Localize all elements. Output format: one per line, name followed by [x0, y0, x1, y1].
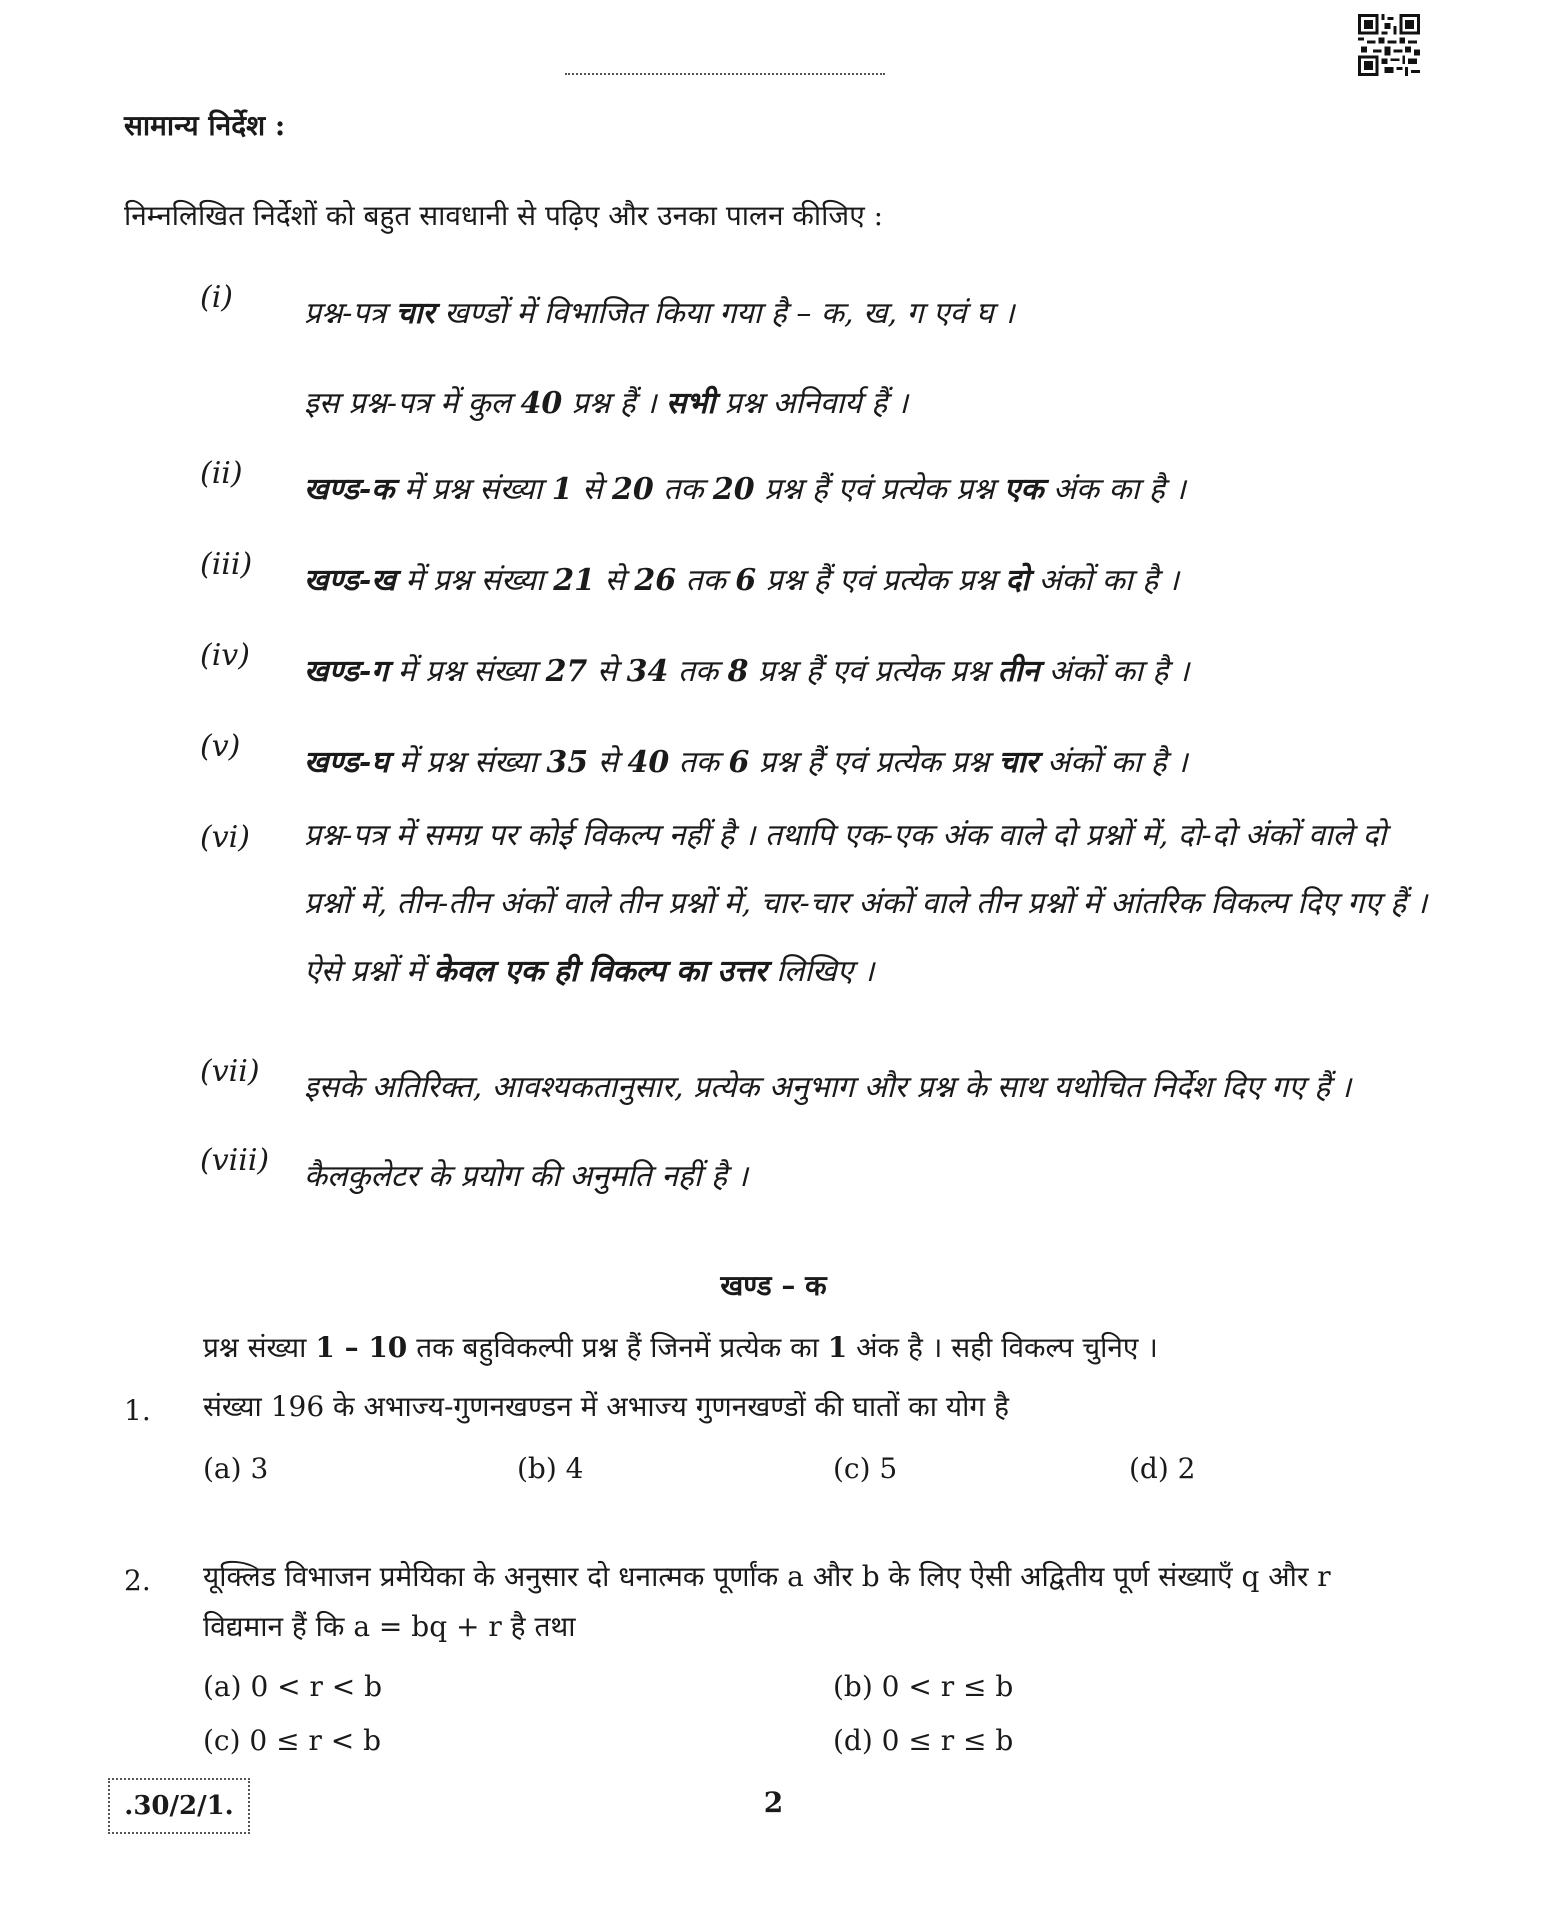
- instruction-number: (v): [200, 729, 241, 764]
- instruction-number: (iii): [200, 547, 253, 582]
- question-text: यूक्लिड विभाजन प्रमेयिका के अनुसार दो धनात्मक पूर्णांक a और b के लिए ऐसी अद्वितीय पूर्ण संख्याएँ q और r विद्यमान हैं कि a = bq + r है तथा: [203, 1560, 1331, 1643]
- instruction-number: (viii): [200, 1143, 270, 1178]
- option-a: (a) 0 < r < b: [203, 1670, 383, 1703]
- instruction-line: प्रश्न-पत्र चार खण्डों में विभाजित किया गया है – क, ख, ग एवं घ ।: [304, 296, 1015, 331]
- instruction-number: (iv): [200, 638, 250, 673]
- section-note: प्रश्न संख्या 1 – 10 तक बहुविकल्पी प्रश्न हैं जिनमें प्रत्येक का 1 अंक है । सही विकल्प चुनिए ।: [203, 1331, 1158, 1364]
- option-b: (b) 0 < r ≤ b: [833, 1670, 1014, 1703]
- option-c: (c) 5: [833, 1452, 898, 1485]
- instruction-number: (vii): [200, 1054, 260, 1089]
- option-c: (c) 0 ≤ r < b: [203, 1724, 382, 1757]
- option-d: (d) 0 ≤ r ≤ b: [833, 1724, 1014, 1757]
- section-title: खण्ड – क: [720, 1269, 827, 1302]
- question-number: 1.: [124, 1394, 151, 1427]
- instruction-number: (vi): [200, 820, 250, 855]
- general-instructions-heading: सामान्य निर्देश :: [124, 109, 286, 142]
- intro-text: निम्नलिखित निर्देशों को बहुत सावधानी से पढ़िए और उनका पालन कीजिए :: [124, 199, 884, 232]
- qr-code-icon: [1358, 14, 1420, 76]
- option-a: (a) 3: [203, 1452, 269, 1485]
- question-number: 2.: [124, 1564, 151, 1597]
- instruction-line: इस प्रश्न-पत्र में कुल 40 प्रश्न हैं । सभी प्रश्न अनिवार्य हैं ।: [304, 386, 909, 421]
- page-number: 2: [763, 1786, 784, 1819]
- question-text: संख्या 196 के अभाज्य-गुणनखण्डन में अभाज्य गुणनखण्डों की घातों का योग है: [203, 1390, 1009, 1423]
- instruction-number: (ii): [200, 456, 243, 491]
- exam-page: सामान्य निर्देश : निम्नलिखित निर्देशों को बहुत सावधानी से पढ़िए और उनका पालन कीजिए : (i) प्रश्न-पत्र चार खण्डों में विभाजित किया गया है – क, ख, ग एवं घ । इस प्रश्न-पत्र में कुल 40 प्रश्न हैं । सभी प्रश्न अनिवार्य हैं । (ii) खण्ड-क में प्रश्न संख्या 1 से 20 तक 20 प्रश्न हैं एवं प्रत्येक प्रश्न एक अंक का है । (iii) खण्ड-ख में प्रश्न संख्या 21 से 26 तक 6 प्रश्न हैं एवं प्रत्येक प्रश्न दो अंकों का है । (iv) खण्ड-ग में प्रश्न संख्या 27 से 34 तक 8 प्रश्न हैं एवं प्रत्येक प्रश्न तीन अंकों का है । (v) खण्ड-घ में प्रश्न संख्या 35 से 40 तक 6 प्रश्न हैं एवं प्रत्येक प्रश्न चार अंकों का है । (vi) प्रश्न-पत्र में समग्र पर कोई विकल्प नहीं है । तथापि एक-एक अंक वाले दो प्रश्नों में, दो-दो अंकों वाले दो प्रश्नों में, तीन-तीन अंकों वाले तीन प्रश्नों में, चार-चार अंकों वाले तीन प्रश्नों में आंतरिक विकल्प दिए गए हैं । ऐसे प्रश्नों में केवल एक ही विकल्प का उत्तर लिखिए । (vii) इसके अतिरिक्त, आवश्यकतानुसार, प्रत्येक अनुभाग और प्रश्न के साथ यथोचित निर्देश दिए गए हैं । (viii) कैलकुलेटर के प्रयोग की अनुमति नहीं है । खण्ड – क प्रश्न संख्या 1 – 10 तक बहुविकल्पी प्रश्न हैं जिनमें प्रत्येक का 1 अंक है । सही विकल्प चुनिए । 1. संख्या 196 के अभाज्य-गुणनखण्डन में अभाज्य गुणनखण्डों की घातों का योग है (a) 3 (b) 4 (c) 5 (d) 2 2. यूक्लिड विभाजन प्रमेयिका के अनुसार दो धनात्मक पूर्णांक a और b के लिए ऐसी अद्वितीय पूर्ण संख्याएँ q और r विद्यमान हैं कि a = bq + r है तथा (a) 0 < r < b (b) 0 < r ≤ b (c) 0 ≤ r < b (d) 0 ≤ r ≤ b .30/2/1. 2: [0, 0, 1547, 1914]
- paper-code: .30/2/1.: [108, 1778, 250, 1834]
- instruction-number: (i): [200, 280, 234, 315]
- option-b: (b) 4: [517, 1452, 584, 1485]
- option-d: (d) 2: [1129, 1452, 1196, 1485]
- top-dotted-rule: [565, 73, 885, 75]
